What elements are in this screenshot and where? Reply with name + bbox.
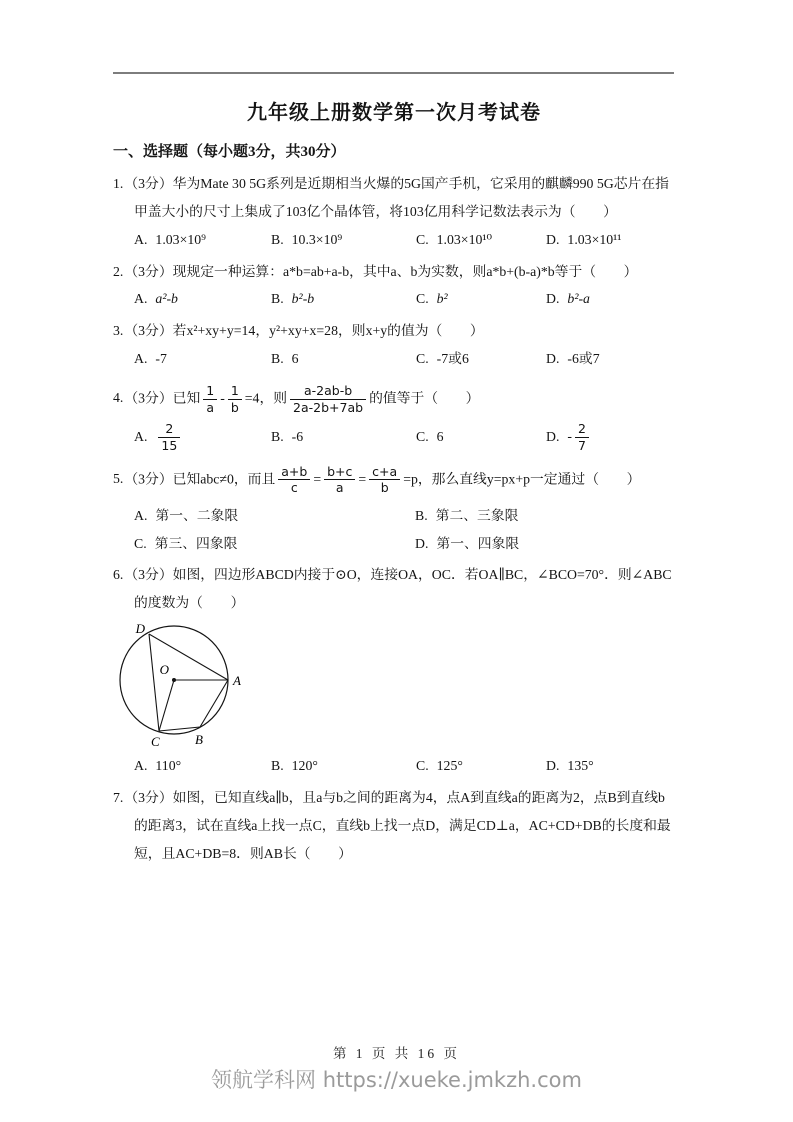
question-3-stem-row xyxy=(113,317,675,345)
option-label: B. xyxy=(415,507,428,523)
page-number: 第 1 页 共 16 页 xyxy=(332,1046,461,1061)
option-value: b²-b xyxy=(291,291,315,307)
option-value: -7 xyxy=(155,351,167,367)
question-1-options xyxy=(113,226,675,254)
fraction-numerator: 1 xyxy=(230,383,239,399)
fraction xyxy=(369,464,400,496)
option-label: B. xyxy=(271,429,284,445)
option-label: B. xyxy=(271,758,284,774)
option-label: A. xyxy=(134,231,148,247)
option-value: 10.3×10⁹ xyxy=(291,231,343,247)
option-b xyxy=(271,285,416,313)
option-value: 第一、二象限 xyxy=(155,507,239,523)
option-value: a²-b xyxy=(155,291,178,307)
fraction-numerator: c+a xyxy=(372,463,398,479)
option-label: D. xyxy=(546,428,560,444)
question-stem: （3分）若x²+xy+y=14，y²+xy+x=28，则x+y的值为（ ） xyxy=(124,323,484,339)
figure-label-C: C xyxy=(151,734,160,750)
option-b xyxy=(271,752,416,780)
option-c xyxy=(416,423,546,451)
inscribed-quadrilateral-diagram xyxy=(109,620,259,752)
question-1-stem-row xyxy=(113,170,675,226)
question-2-stem-row xyxy=(113,258,675,286)
fraction-numerator: 2 xyxy=(578,421,586,437)
option-d xyxy=(415,530,675,558)
question-stem-mid: =4，则 xyxy=(244,390,288,406)
option-value: 135° xyxy=(567,758,594,774)
option-label: C. xyxy=(134,535,147,551)
page-title: 九年级上册数学第一次月考试卷 xyxy=(247,102,541,124)
segment-DC xyxy=(149,634,159,731)
radius-OC xyxy=(159,680,174,731)
figure-label-B: B xyxy=(195,732,203,748)
option-label: B. xyxy=(271,291,284,307)
question-5 xyxy=(113,458,675,558)
option-value: 第一、四象限 xyxy=(436,535,520,551)
question-number: 6. xyxy=(113,567,124,583)
option-c xyxy=(416,226,546,254)
option-label: D. xyxy=(546,291,560,307)
question-2-options xyxy=(113,285,675,313)
question-2 xyxy=(113,258,675,314)
option-b xyxy=(271,423,416,451)
option-value: 110° xyxy=(155,758,182,774)
question-6-stem-row xyxy=(113,561,675,617)
option-label: D. xyxy=(546,231,560,247)
option-label: C. xyxy=(416,291,429,307)
question-7 xyxy=(113,784,675,868)
option-label: A. xyxy=(134,428,148,444)
minus-sign: - xyxy=(220,390,225,406)
question-6-options xyxy=(113,752,675,780)
question-5-stem-row xyxy=(113,458,675,502)
question-stem: （3分）如图，四边形ABCD内接于⊙O，连接OA，OC．若OA∥BC，∠BCO=70°．则∠ABC的度数为（ ） xyxy=(124,567,672,611)
option-label: A. xyxy=(134,291,148,307)
option-c xyxy=(416,752,546,780)
question-stem-post: 的值等于（ ） xyxy=(369,390,480,406)
option-c xyxy=(416,285,546,313)
fraction-numerator: a+b xyxy=(281,463,308,479)
section-header: 一、选择题（每小题3分，共30分） xyxy=(113,144,346,160)
option-b xyxy=(415,502,675,530)
option-value: 1.03×10⁹ xyxy=(155,231,206,247)
option-b xyxy=(271,345,416,373)
question-number: 7. xyxy=(113,790,124,806)
question-stem-tail: =p，那么直线y=px+p一定通过（ ） xyxy=(403,470,641,486)
option-c xyxy=(134,530,415,558)
option-d xyxy=(546,421,675,453)
option-value: 第二、三象限 xyxy=(435,507,519,523)
option-value: 1.03×10¹¹ xyxy=(567,231,622,247)
question-stem-pre: （3分）已知 xyxy=(124,390,201,406)
fraction xyxy=(278,464,310,496)
question-4-stem-row xyxy=(113,377,675,421)
question-3 xyxy=(113,317,675,373)
option-a xyxy=(134,421,271,453)
option-a xyxy=(134,502,415,530)
option-label: C. xyxy=(416,351,429,367)
page-content xyxy=(113,90,675,872)
figure-label-D: D xyxy=(135,621,145,637)
option-label: A. xyxy=(134,507,148,523)
fraction-numerator: b+c xyxy=(327,463,353,479)
fraction-denominator: 7 xyxy=(575,437,589,454)
question-1 xyxy=(113,170,675,254)
option-c xyxy=(416,345,546,373)
question-number: 3. xyxy=(113,323,124,339)
center-point-O xyxy=(172,678,176,682)
question-number: 4. xyxy=(113,390,124,406)
option-value: -6 xyxy=(291,429,304,445)
question-stem-pre: （3分）已知abc≠0，而且 xyxy=(124,470,276,486)
fraction xyxy=(228,383,242,415)
option-b xyxy=(271,226,416,254)
option-label: B. xyxy=(271,231,284,247)
question-number: 2. xyxy=(113,263,124,279)
option-value: b²-a xyxy=(567,291,590,307)
fraction-denominator: 15 xyxy=(158,437,180,454)
question-number: 5. xyxy=(113,470,124,486)
option-value: 120° xyxy=(291,758,318,774)
option-label: C. xyxy=(416,231,429,247)
circle-figure xyxy=(109,620,675,752)
fraction-denominator: b xyxy=(228,399,242,416)
figure-label-A: A xyxy=(233,673,241,689)
option-label: B. xyxy=(271,351,284,367)
fraction-denominator: c xyxy=(278,479,310,496)
question-6 xyxy=(113,561,675,780)
option-d xyxy=(546,226,675,254)
question-4-options xyxy=(113,421,675,453)
option-value: -7或6 xyxy=(436,351,469,367)
option-label: C. xyxy=(416,429,429,445)
option-a xyxy=(134,226,271,254)
fraction-numerator: 2 xyxy=(165,421,174,437)
fraction xyxy=(575,421,589,453)
question-stem: （3分）现规定一种运算：a*b=ab+a-b，其中a、b为实数，则a*b+(b-a)*b等于（ ） xyxy=(124,263,638,279)
option-d xyxy=(546,345,675,373)
fraction xyxy=(203,383,217,415)
option-value: 1.03×10¹⁰ xyxy=(436,231,493,247)
option-value: 第三、四象限 xyxy=(154,535,238,551)
option-label: A. xyxy=(134,351,148,367)
fraction xyxy=(324,464,355,496)
option-label: A. xyxy=(134,758,148,774)
option-label: C. xyxy=(416,758,429,774)
option-value: -6或7 xyxy=(567,351,600,367)
figure-label-O: O xyxy=(159,662,169,678)
question-stem: （3分）华为Mate 30 5G系列是近期相当火爆的5G国产手机，它采用的麒麟990 5G芯片在指甲盖大小的尺寸上集成了103亿个晶体管，将103亿用科学记数法表示为（ ） xyxy=(124,176,669,219)
fraction xyxy=(290,383,366,415)
minus-sign: - xyxy=(567,428,573,444)
option-value: 6 xyxy=(291,351,299,367)
question-number: 1. xyxy=(113,176,124,191)
option-a xyxy=(134,285,271,313)
option-label: D. xyxy=(546,351,560,367)
watermark: 领航学科网 https://xueke.jmkzh.com xyxy=(211,1068,582,1092)
fraction-denominator: 2a-2b+7ab xyxy=(290,399,366,416)
option-a xyxy=(134,345,271,373)
option-value: b² xyxy=(436,291,448,307)
option-label: D. xyxy=(546,758,560,774)
option-value: 6 xyxy=(436,429,444,445)
option-d xyxy=(546,285,675,313)
option-d xyxy=(546,752,675,780)
question-7-stem-row xyxy=(113,784,675,868)
header-rule xyxy=(113,72,674,74)
segment-BA xyxy=(200,680,228,727)
fraction-numerator: 1 xyxy=(206,383,215,399)
question-5-options-row-2 xyxy=(113,530,675,558)
option-value: 125° xyxy=(436,758,463,774)
fraction-numerator: a-2ab-b xyxy=(303,383,353,399)
fraction-denominator: a xyxy=(203,399,217,416)
equals-sign: = xyxy=(358,470,367,486)
option-label: D. xyxy=(415,535,429,551)
fraction-denominator: b xyxy=(369,479,400,496)
question-5-options-row-1 xyxy=(113,502,675,530)
equals-sign: = xyxy=(313,470,322,486)
question-stem: （3分）如图，已知直线a∥b，且a与b之间的距离为4，点A到直线a的距离为2，点B到直线b的距离3，试在直线a上找一点C，直线b上找一点D，满足CD⊥a，AC+CD+DB的长度和最短，且AC+DB=8．则AB长（ ） xyxy=(124,790,671,861)
fraction-denominator: a xyxy=(324,479,355,496)
question-4 xyxy=(113,377,675,454)
fraction xyxy=(158,421,180,453)
question-3-options xyxy=(113,345,675,373)
option-a xyxy=(134,752,271,780)
